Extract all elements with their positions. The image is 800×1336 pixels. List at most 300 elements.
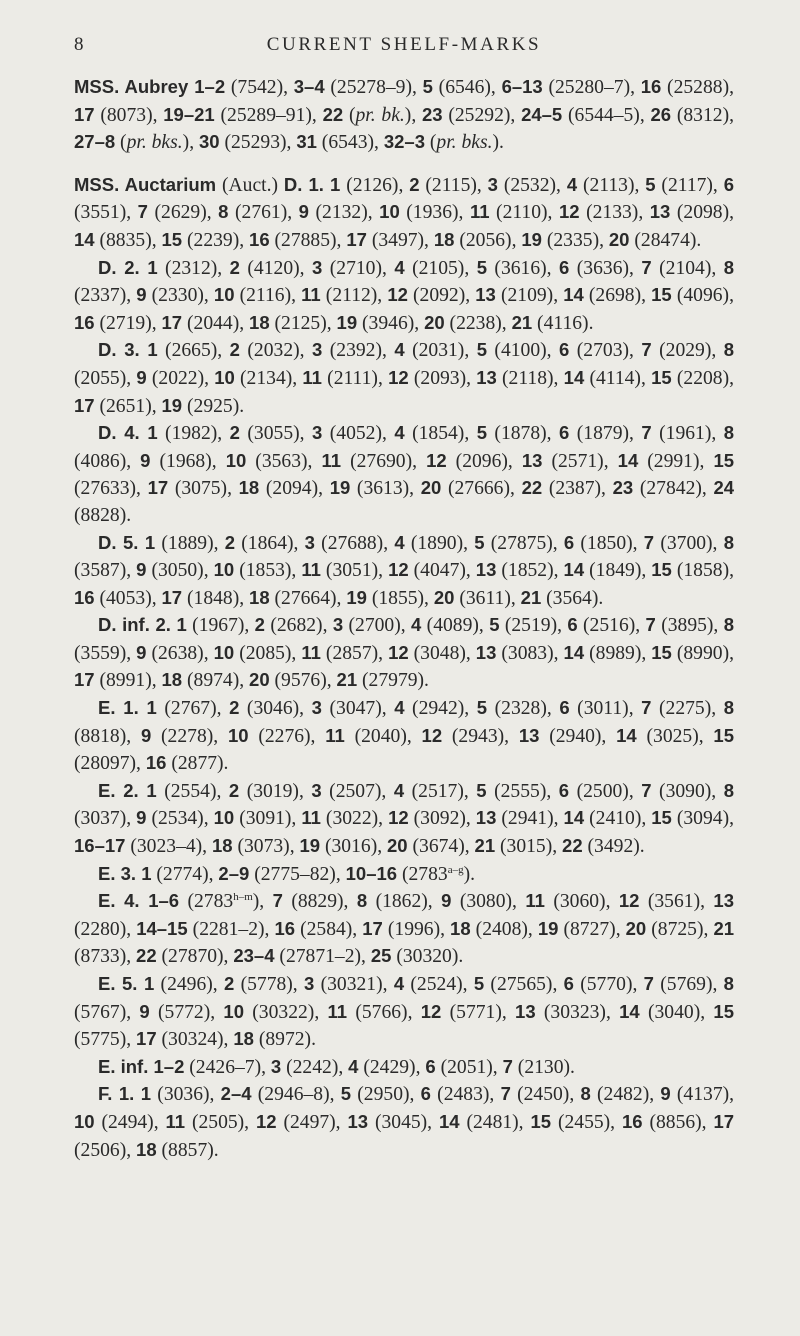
- catalogue-number: ),: [182, 132, 199, 154]
- shelf-mark: 9: [660, 1083, 671, 1105]
- catalogue-number: (2335),: [541, 229, 609, 251]
- catalogue-number: (: [424, 132, 437, 154]
- catalogue-number: (2703),: [569, 340, 642, 362]
- shelf-mark: E. 2. 1: [98, 779, 157, 801]
- catalogue-number: (2051),: [435, 1056, 503, 1078]
- catalogue-number: (1858),: [671, 560, 734, 582]
- shelf-mark: 9: [139, 1000, 150, 1022]
- catalogue-number: (1850),: [574, 532, 644, 554]
- catalogue-number: (2450),: [510, 1084, 581, 1106]
- shelf-mark: 2: [229, 339, 240, 361]
- shelf-mark: 13: [347, 1110, 369, 1132]
- catalogue-number: (3037),: [74, 808, 137, 830]
- catalogue-number: (2519),: [499, 615, 568, 637]
- catalogue-number: (2426–7),: [184, 1056, 271, 1078]
- catalogue-number: (2040),: [344, 725, 422, 747]
- shelf-mark: 4: [393, 973, 405, 994]
- catalogue-number: (2942),: [404, 698, 477, 720]
- catalogue-number: (27979).: [357, 670, 429, 692]
- shelf-mark: 15: [651, 366, 672, 388]
- shelf-mark: 9: [136, 366, 147, 388]
- catalogue-number: (2497),: [276, 1111, 348, 1133]
- catalogue-number: (6546),: [432, 77, 502, 98]
- shelf-mark: 14: [619, 1000, 640, 1022]
- catalogue-number: (4053),: [94, 587, 162, 609]
- catalogue-number: (3073),: [232, 836, 300, 858]
- shelf-mark: 4: [348, 1055, 359, 1077]
- shelf-mark: 21: [520, 586, 542, 608]
- shelf-mark: 22: [136, 945, 157, 967]
- shelf-mark: 9: [136, 641, 147, 663]
- running-head: [74, 34, 734, 64]
- shelf-mark: 21: [713, 917, 735, 939]
- shelf-mark: 19: [161, 394, 183, 416]
- catalogue-number: (3091),: [234, 808, 302, 830]
- shelf-mark: 26: [650, 103, 672, 125]
- catalogue-number: (4047),: [408, 560, 476, 582]
- shelf-mark: 10: [227, 724, 249, 746]
- catalogue-number: (1878),: [486, 423, 560, 445]
- shelf-mark: 14: [563, 641, 585, 663]
- catalogue-number: (2482),: [590, 1084, 661, 1106]
- shelf-mark: 11: [301, 559, 321, 581]
- catalogue-number: (8835),: [94, 229, 162, 251]
- catalogue-number: (30322),: [244, 1001, 328, 1023]
- catalogue-number: (3559),: [74, 642, 137, 664]
- shelf-mark: D. 1. 1: [283, 173, 341, 195]
- shelf-mark: 7: [641, 339, 652, 361]
- shelf-mark: 17: [346, 228, 367, 250]
- shelf-mark: 17: [713, 1110, 735, 1132]
- catalogue-number: (2096),: [446, 450, 522, 472]
- shelf-mark: 14: [563, 559, 585, 581]
- shelf-series-entry: [74, 1081, 734, 1164]
- shelf-mark: 11: [165, 1110, 186, 1132]
- shelf-mark: 20: [424, 311, 445, 333]
- catalogue-number: (: [343, 104, 356, 126]
- catalogue-number: (2710),: [322, 257, 395, 279]
- shelf-mark: 11: [301, 641, 321, 663]
- catalogue-number: (8828).: [74, 504, 132, 526]
- shelf-mark: 19–21: [163, 103, 215, 125]
- shelf-mark: 18: [233, 1028, 254, 1050]
- shelf-mark: 7: [641, 422, 652, 444]
- shelf-mark: 10: [225, 449, 247, 471]
- shelf-mark: 10: [213, 807, 235, 829]
- note-italic: pr. bks.: [126, 132, 183, 154]
- catalogue-number: ),: [404, 104, 422, 126]
- catalogue-number: (3050),: [146, 560, 214, 582]
- shelf-mark: 16: [249, 228, 270, 250]
- catalogue-number: (2950),: [351, 1084, 421, 1106]
- catalogue-number: (8073),: [94, 104, 164, 126]
- shelf-mark: 24: [713, 477, 735, 499]
- catalogue-number: (2056),: [454, 229, 522, 251]
- shelf-mark: 14–15: [136, 917, 188, 939]
- catalogue-number: (2783: [397, 863, 448, 885]
- shelf-mark: 9: [136, 807, 147, 829]
- shelf-mark: 6: [559, 422, 570, 444]
- catalogue-number: (1852),: [496, 560, 564, 582]
- shelf-mark: 11: [321, 449, 342, 471]
- catalogue-number: (3497),: [366, 229, 434, 251]
- shelf-mark: 12: [388, 807, 409, 829]
- catalogue-number: (2312),: [157, 257, 230, 279]
- catalogue-number: (1889),: [155, 532, 225, 554]
- shelf-mark: 15: [161, 228, 183, 250]
- catalogue-number: (2455),: [551, 1111, 622, 1133]
- shelf-mark: E. inf. 1–2: [98, 1055, 185, 1077]
- shelf-mark: 15: [651, 284, 672, 306]
- catalogue-number: (2133),: [579, 202, 650, 224]
- catalogue-number: (2029),: [651, 340, 724, 362]
- shelf-mark: 8: [723, 422, 735, 444]
- catalogue-number: (8312),: [671, 104, 734, 126]
- shelf-mark: 8: [723, 973, 734, 994]
- shelf-mark: 5: [476, 256, 487, 278]
- shelf-mark: 3: [312, 422, 323, 444]
- catalogue-number: (2505),: [185, 1111, 256, 1133]
- catalogue-number: (1853),: [234, 560, 302, 582]
- shelf-mark: 8: [723, 697, 735, 719]
- shelf-mark: 6: [559, 339, 570, 361]
- shelf-mark: 14: [74, 228, 95, 250]
- catalogue-number: (2767),: [156, 698, 230, 720]
- shelf-mark: 15: [713, 724, 734, 746]
- catalogue-number: (27666),: [441, 478, 522, 500]
- shelf-mark: 14: [616, 724, 637, 746]
- catalogue-number: (2130).: [512, 1056, 575, 1078]
- shelf-mark: 13: [518, 724, 540, 746]
- shelf-mark: 8: [356, 890, 368, 912]
- shelf-mark: 2: [229, 697, 240, 719]
- shelf-mark: 4: [394, 697, 405, 719]
- shelf-mark: 3: [304, 531, 315, 553]
- catalogue-number: (1936),: [399, 202, 470, 224]
- catalogue-number: (2104),: [651, 257, 724, 279]
- catalogue-number: (1855),: [366, 587, 434, 609]
- catalogue-number: (3700),: [654, 532, 724, 554]
- catalogue-number: (25278–9),: [324, 77, 423, 98]
- catalogue-number: (2410),: [584, 808, 652, 830]
- shelf-mark: 31: [296, 131, 317, 153]
- catalogue-number: (Auct.): [216, 174, 284, 196]
- shelf-mark: 12: [420, 1000, 442, 1022]
- shelf-mark: 12: [388, 641, 409, 663]
- catalogue-number: (2278),: [151, 725, 228, 747]
- catalogue-number: (2481),: [459, 1111, 531, 1133]
- catalogue-number: (3075),: [168, 478, 239, 500]
- catalogue-number: (28097),: [74, 753, 146, 775]
- catalogue-number: (2280),: [74, 918, 137, 940]
- catalogue-number: (2392),: [322, 340, 395, 362]
- catalogue-number: (8857).: [156, 1139, 219, 1161]
- catalogue-number: (3551),: [74, 202, 138, 224]
- shelf-mark: 7: [643, 531, 655, 553]
- shelf-mark: 13: [475, 284, 496, 306]
- shelf-series-entry: [74, 420, 734, 529]
- catalogue-number: (7542),: [225, 77, 294, 98]
- catalogue-number: (6544–5),: [562, 104, 651, 126]
- catalogue-number: (2429),: [358, 1056, 426, 1078]
- shelf-series-entry: [74, 971, 734, 1054]
- catalogue-number: (1996),: [382, 918, 451, 940]
- catalogue-number: (27688),: [314, 532, 395, 554]
- catalogue-number: (27842),: [633, 478, 714, 500]
- catalogue-number: (27565),: [484, 974, 564, 995]
- shelf-mark: 16: [274, 917, 296, 939]
- shelf-mark: 7: [641, 256, 652, 278]
- shelf-mark: 5: [476, 779, 487, 801]
- shelf-series-entry: [74, 695, 734, 778]
- shelf-mark: 6: [558, 779, 570, 801]
- shelf-mark: 2: [228, 779, 240, 801]
- shelf-mark: 4: [411, 614, 422, 636]
- shelf-mark: 10: [213, 559, 235, 581]
- catalogue-number: (1968),: [150, 450, 226, 472]
- catalogue-number: (2941),: [496, 808, 564, 830]
- shelf-mark: 20: [420, 477, 442, 499]
- shelf-mark: 23: [612, 477, 634, 499]
- shelf-mark: 6: [723, 173, 734, 195]
- shelf-mark: 10: [74, 1110, 95, 1132]
- shelf-mark: 15: [651, 641, 672, 663]
- shelf-mark: 6: [420, 1083, 431, 1105]
- shelf-mark: MSS. Aubrey 1–2: [74, 76, 226, 97]
- shelf-mark: E. 3. 1: [98, 862, 152, 884]
- catalogue-number: (4116).: [532, 312, 594, 334]
- shelf-mark: 24–5: [521, 103, 563, 125]
- shelf-mark: 4: [566, 173, 578, 195]
- catalogue-number: (2554),: [156, 780, 229, 802]
- shelf-mark: D. inf. 2. 1: [98, 614, 187, 636]
- catalogue-number: (2328),: [487, 698, 560, 720]
- catalogue-number: (8727),: [558, 918, 626, 940]
- catalogue-number: (2532),: [497, 174, 567, 196]
- shelf-mark: 9: [140, 449, 151, 471]
- catalogue-number: (2113),: [577, 174, 646, 196]
- catalogue-number: (8974),: [182, 670, 250, 692]
- catalogue-number: (3060),: [544, 891, 619, 913]
- catalogue-number: (: [115, 132, 127, 154]
- catalogue-number: (3040),: [639, 1001, 714, 1023]
- shelf-mark: 15: [713, 1000, 734, 1022]
- section-gap: [74, 157, 734, 172]
- catalogue-number: (5771),: [441, 1001, 516, 1023]
- catalogue-number: (2055),: [74, 367, 137, 389]
- catalogue-number: (2238),: [444, 312, 512, 334]
- catalogue-number: (2111),: [321, 367, 389, 389]
- catalogue-number: (28474).: [629, 229, 702, 251]
- catalogue-number: (2943),: [442, 725, 519, 747]
- shelf-mark: 6: [563, 973, 574, 994]
- shelf-mark: 19: [521, 228, 542, 250]
- shelf-mark: 22: [521, 477, 543, 499]
- shelf-mark: 8: [218, 201, 229, 223]
- note-italic: pr. bk.: [355, 104, 405, 126]
- shelf-mark: 21: [336, 669, 358, 691]
- catalogue-number: (1864),: [235, 532, 305, 554]
- shelf-mark: 18: [136, 1138, 157, 1160]
- shelf-mark: 2–9: [218, 862, 250, 884]
- shelf-mark: 13: [713, 890, 734, 912]
- catalogue-number: (1854),: [404, 423, 477, 445]
- shelf-mark: 7: [272, 890, 283, 912]
- catalogue-number: (2571),: [542, 450, 618, 472]
- catalogue-number: (3051),: [320, 560, 389, 582]
- shelf-mark: 13: [649, 201, 671, 223]
- shelf-mark: 3: [312, 339, 323, 361]
- shelf-mark: 16: [621, 1110, 643, 1132]
- shelf-mark: 14: [438, 1110, 460, 1132]
- shelf-mark: F. 1. 1: [98, 1083, 152, 1105]
- catalogue-number: (3046),: [239, 698, 312, 720]
- shelf-mark: 7: [500, 1083, 511, 1105]
- catalogue-number: (2665),: [157, 340, 230, 362]
- shelf-mark: 12: [558, 201, 580, 223]
- catalogue-number: (2783: [179, 891, 234, 913]
- shelf-mark: 18: [161, 669, 183, 691]
- shelf-mark: 8: [723, 614, 734, 636]
- catalogue-number: (2098),: [670, 202, 735, 224]
- shelf-mark: 4: [394, 339, 405, 361]
- catalogue-number: (2112),: [320, 285, 388, 307]
- shelf-mark: 19: [336, 311, 358, 333]
- catalogue-number: (3023–4),: [125, 836, 212, 858]
- shelf-mark: 12: [421, 724, 443, 746]
- shelf-mark: 9: [140, 724, 152, 746]
- collection-entry: [74, 172, 734, 255]
- shelf-mark: 4: [394, 256, 405, 278]
- shelf-mark: 9: [441, 890, 452, 912]
- catalogue-number: (2337),: [74, 285, 137, 307]
- shelf-mark: 7: [641, 779, 652, 801]
- shelf-mark: 12: [388, 366, 409, 388]
- shelf-mark: 5: [476, 339, 487, 361]
- catalogue-number: (3492).: [582, 836, 645, 858]
- shelf-mark: 19: [299, 835, 321, 857]
- catalogue-number: (30324),: [156, 1029, 234, 1051]
- shelf-mark: 11: [469, 201, 490, 223]
- shelf-mark: 16–17: [74, 835, 126, 857]
- catalogue-number: (2275),: [651, 698, 724, 720]
- shelf-mark: 5: [476, 697, 488, 719]
- catalogue-number: (2857),: [320, 642, 389, 664]
- catalogue-number: (2126),: [340, 174, 410, 196]
- catalogue-number: (27633),: [74, 478, 148, 500]
- shelf-mark: 10: [213, 284, 235, 306]
- catalogue-number: (25293),: [219, 132, 297, 154]
- shelf-mark: 2: [254, 614, 265, 636]
- shelf-mark: 15: [651, 559, 672, 581]
- catalogue-number: (8829),: [282, 891, 357, 913]
- shelf-mark: 2: [409, 173, 420, 195]
- catalogue-number: (2719),: [94, 312, 162, 334]
- catalogue-number: (2117),: [655, 174, 724, 196]
- catalogue-number: (25280–7),: [542, 77, 641, 98]
- catalogue-number: (5767),: [74, 1001, 140, 1023]
- shelf-mark: 27–8: [74, 131, 116, 153]
- catalogue-number: (3090),: [651, 780, 724, 802]
- shelf-mark: 10: [214, 366, 235, 388]
- shelf-mark: 10–16: [345, 862, 398, 884]
- catalogue-number: (2940),: [539, 725, 617, 747]
- shelf-mark: 9: [298, 201, 309, 223]
- catalogue-number: (3025),: [636, 725, 714, 747]
- catalogue-number: (2132),: [308, 202, 380, 224]
- catalogue-number: (2134),: [234, 367, 303, 389]
- catalogue-number: (2682),: [264, 615, 333, 637]
- catalogue-number: (3048),: [408, 642, 476, 664]
- catalogue-number: (3019),: [239, 780, 312, 802]
- shelf-mark: 18: [249, 586, 270, 608]
- catalogue-number: (2651),: [94, 395, 162, 417]
- shelf-mark: 2: [224, 531, 236, 553]
- shelf-mark: 12: [426, 449, 447, 471]
- catalogue-number: (3047),: [321, 698, 395, 720]
- shelf-mark: 12: [255, 1110, 277, 1132]
- catalogue-number: (2085),: [234, 642, 302, 664]
- shelf-mark: 20: [387, 835, 408, 857]
- catalogue-number: (27871–2),: [274, 946, 371, 968]
- catalogue-number: (1848),: [182, 587, 250, 609]
- catalogue-number: (3080),: [451, 891, 526, 913]
- shelf-mark: 3: [311, 697, 322, 719]
- catalogue-number: (3561),: [639, 891, 714, 913]
- catalogue-number: (3055),: [239, 423, 312, 445]
- shelf-mark: 12: [388, 559, 409, 581]
- catalogue-number: (2031),: [404, 340, 477, 362]
- catalogue-number: ).: [463, 863, 476, 885]
- shelf-mark: 3–4: [293, 76, 325, 97]
- shelf-mark: 6: [425, 1055, 436, 1077]
- catalogue-number: (2524),: [404, 974, 474, 995]
- catalogue-number: (5775),: [74, 1029, 137, 1051]
- shelf-mark: 5: [473, 973, 485, 994]
- catalogue-number: (30320).: [391, 946, 464, 968]
- catalogue-number: (3563),: [246, 450, 322, 472]
- catalogue-number: (1862),: [367, 891, 442, 913]
- shelf-mark-entries: [74, 74, 734, 1164]
- shelf-mark: 17: [74, 669, 95, 691]
- shelf-series-entry: [74, 612, 734, 695]
- catalogue-number: (2761),: [228, 202, 299, 224]
- catalogue-number: (3587),: [74, 560, 137, 582]
- shelf-mark: 3: [487, 173, 498, 195]
- catalogue-number: (3636),: [569, 257, 642, 279]
- shelf-mark: 16: [74, 311, 95, 333]
- catalogue-number: (2116),: [234, 285, 302, 307]
- shelf-mark: 3: [332, 614, 344, 636]
- shelf-mark: 21: [474, 835, 496, 857]
- catalogue-number: (2925).: [182, 395, 245, 417]
- shelf-mark: 20: [433, 586, 455, 608]
- catalogue-number: (4137),: [670, 1084, 735, 1106]
- shelf-series-entry: [74, 861, 734, 889]
- shelf-mark: 19: [346, 586, 367, 608]
- catalogue-number: (8990),: [671, 642, 734, 664]
- shelf-mark: 5: [340, 1083, 352, 1105]
- catalogue-number: (2044),: [182, 312, 250, 334]
- shelf-mark: 6: [559, 256, 570, 278]
- catalogue-number: (30323),: [535, 1001, 620, 1023]
- shelf-mark: 18: [433, 228, 455, 250]
- catalogue-number: (5766),: [347, 1001, 421, 1023]
- shelf-mark: MSS. Auctarium: [74, 173, 217, 195]
- catalogue-number: (2105),: [404, 257, 477, 279]
- catalogue-number: (5770),: [573, 974, 644, 995]
- catalogue-number: (2281–2),: [187, 918, 275, 940]
